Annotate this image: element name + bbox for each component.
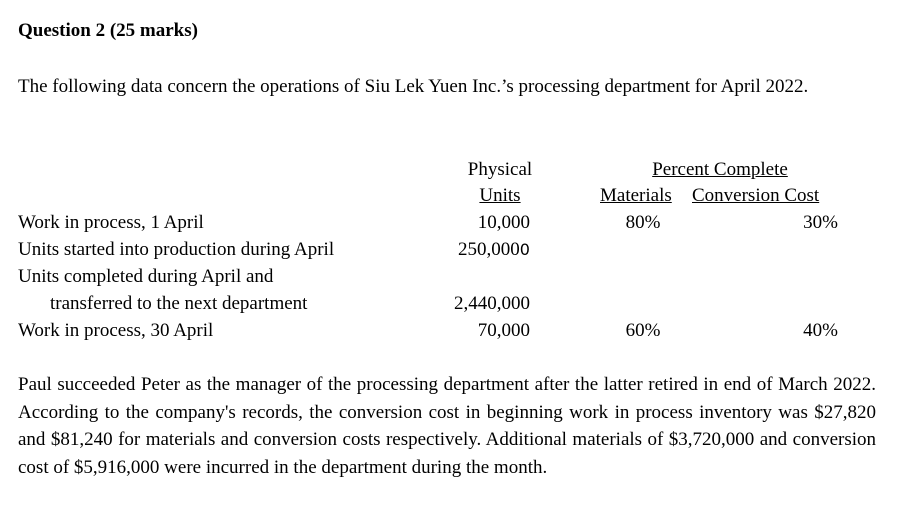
row-units-started <box>458 238 530 262</box>
row-label-units-started: Units started into production during April <box>18 239 335 260</box>
intro-paragraph: The following data concern the operations of Siu Lek Yuen Inc.’s processing department for April 2022. <box>18 76 809 97</box>
percent-complete-label: Percent Complete <box>652 159 788 180</box>
row-units-started-value: 250,000 <box>458 239 520 260</box>
row-materials-wip-ending: 60% <box>625 320 661 341</box>
row-label-transferred: transferred to the next department <box>50 293 308 314</box>
row-units-started-suffix: 0 <box>519 240 530 259</box>
row-conversion-wip-ending: 40% <box>803 320 838 341</box>
conversion-cost-header <box>692 184 819 208</box>
materials-header <box>600 184 672 208</box>
physical-units-header-line1: Physical <box>467 159 533 180</box>
conversion-cost-header-label: Conversion Cost <box>692 185 820 206</box>
row-materials-wip-beginning: 80% <box>625 212 661 233</box>
question-heading: Question 2 (25 marks) <box>18 20 198 41</box>
row-units-transferred: 2,440,000 <box>454 293 530 314</box>
row-units-wip-ending: 70,000 <box>477 320 530 341</box>
row-label-units-completed: Units completed during April and <box>18 266 274 287</box>
row-units-wip-beginning: 10,000 <box>477 212 530 233</box>
row-conversion-wip-beginning: 30% <box>803 212 838 233</box>
units-header-underlined: Units <box>479 185 521 206</box>
row-label-wip-beginning: Work in process, 1 April <box>18 212 204 233</box>
row-label-wip-ending: Work in process, 30 April <box>18 320 214 341</box>
percent-complete-header <box>600 158 840 182</box>
closing-paragraph: Paul succeeded Peter as the manager of the processing department after the latter retired in end of March 2022. According to the company's records, the conversion cost in beginning work in process inventory was $27,820 and $81,240 for materials and conversion costs respectively. Additional materials of $3,720,000 and conversion cost of $5,916,000 were incurred in the department during the month. <box>18 374 876 478</box>
materials-header-label: Materials <box>600 185 672 206</box>
physical-units-header-line2 <box>440 184 560 208</box>
